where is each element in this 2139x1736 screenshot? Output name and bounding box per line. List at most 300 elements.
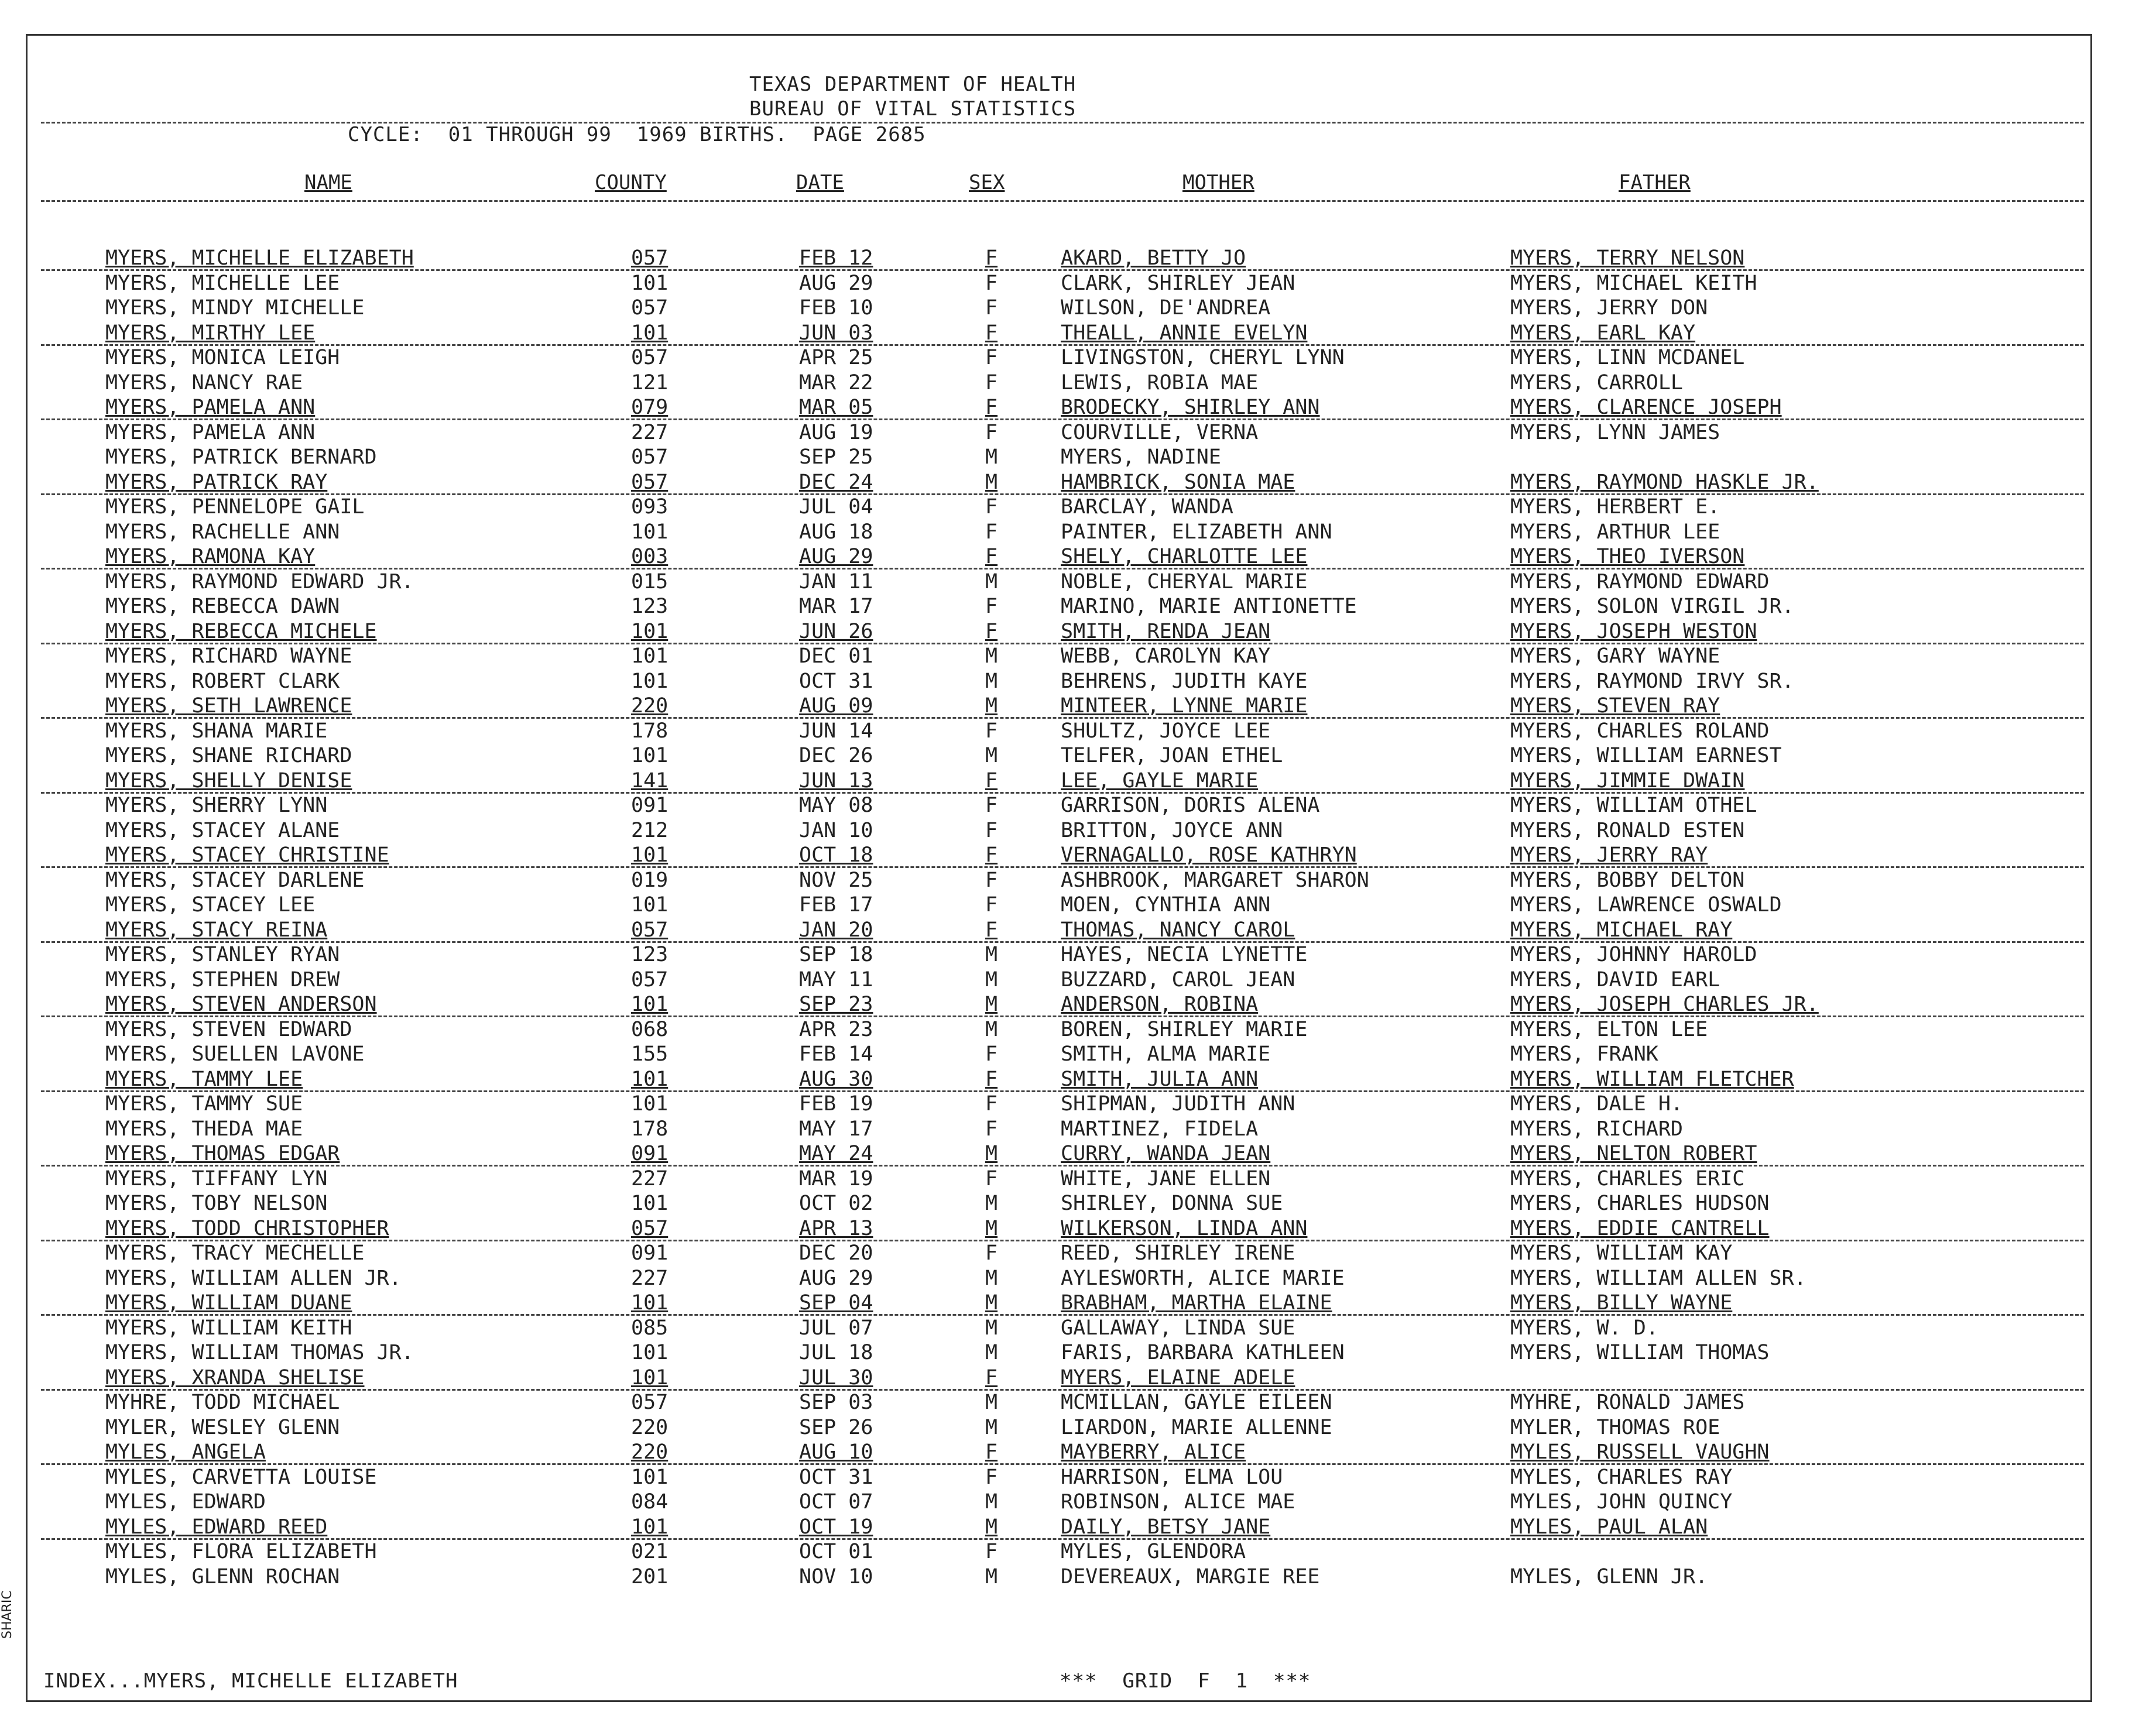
header-cycle: CYCLE: 01 THROUGH 99 1969 BIRTHS. PAGE 2685 bbox=[348, 123, 926, 146]
birth-date: APR 23 bbox=[799, 1017, 873, 1041]
table-row bbox=[0, 345, 2139, 370]
child-name: MYERS, RICHARD WAYNE bbox=[105, 644, 352, 668]
birth-date: DEC 26 bbox=[799, 744, 873, 767]
table-row bbox=[0, 544, 2139, 569]
mother-name: LEE, GAYLE MARIE bbox=[1061, 768, 1259, 792]
mother-name: BOREN, SHIRLEY MARIE bbox=[1061, 1017, 1308, 1041]
child-name: MYERS, SHANE RICHARD bbox=[105, 744, 352, 767]
table-row bbox=[0, 1042, 2139, 1066]
county-code: 101 bbox=[631, 893, 669, 917]
father-name: MYLES, GLENN JR. bbox=[1510, 1565, 1708, 1589]
mother-name: BRITTON, JOYCE ANN bbox=[1061, 818, 1283, 842]
table-row bbox=[0, 669, 2139, 694]
mother-name: WEBB, CAROLYN KAY bbox=[1061, 644, 1271, 668]
birth-date: OCT 18 bbox=[799, 843, 873, 867]
birth-date: OCT 19 bbox=[799, 1515, 873, 1539]
mother-name: LIVINGSTON, CHERYL LYNN bbox=[1061, 346, 1345, 369]
mother-name: DAILY, BETSY JANE bbox=[1061, 1515, 1271, 1539]
father-name: MYERS, WILLIAM KAY bbox=[1510, 1241, 1733, 1265]
father-name: MYERS, MICHAEL RAY bbox=[1510, 918, 1733, 942]
father-name: MYLES, JOHN QUINCY bbox=[1510, 1490, 1733, 1514]
table-row bbox=[0, 1216, 2139, 1241]
county-code: 101 bbox=[631, 520, 669, 544]
table-row bbox=[0, 395, 2139, 420]
birth-date: AUG 19 bbox=[799, 420, 873, 444]
father-name: MYERS, RONALD ESTEN bbox=[1510, 818, 1745, 842]
child-name: MYERS, STACEY CHRISTINE bbox=[105, 843, 389, 867]
father-name: MYERS, EARL KAY bbox=[1510, 321, 1696, 345]
mother-name: WILKERSON, LINDA ANN bbox=[1061, 1216, 1308, 1240]
father-name: MYERS, THEO IVERSON bbox=[1510, 545, 1745, 568]
table-row bbox=[0, 719, 2139, 743]
sex: M bbox=[985, 470, 998, 494]
mother-name: WHITE, JANE ELLEN bbox=[1061, 1167, 1271, 1191]
father-name: MYERS, LAWRENCE OSWALD bbox=[1510, 893, 1782, 917]
mother-name: ANDERSON, ROBINA bbox=[1061, 993, 1259, 1016]
sex: F bbox=[985, 246, 998, 270]
birth-date: APR 25 bbox=[799, 346, 873, 369]
mother-name: MINTEER, LYNNE MARIE bbox=[1061, 694, 1308, 718]
father-name: MYERS, MICHAEL KEITH bbox=[1510, 271, 1757, 295]
county-code: 057 bbox=[631, 346, 669, 369]
father-name: MYERS, W. D. bbox=[1510, 1316, 1658, 1340]
father-name: MYERS, CHARLES HUDSON bbox=[1510, 1192, 1770, 1215]
table-row bbox=[0, 918, 2139, 942]
county-code: 019 bbox=[631, 868, 669, 892]
child-name: MYLES, ANGELA bbox=[105, 1440, 266, 1464]
birth-date: AUG 10 bbox=[799, 1440, 873, 1464]
sex: F bbox=[985, 1092, 998, 1116]
col-date: DATE bbox=[796, 171, 844, 194]
child-name: MYERS, WILLIAM THOMAS JR. bbox=[105, 1341, 414, 1364]
child-name: MYERS, PENNELOPE GAIL bbox=[105, 495, 365, 519]
table-row bbox=[0, 470, 2139, 495]
child-name: MYERS, STEVEN ANDERSON bbox=[105, 993, 377, 1016]
child-name: MYERS, PATRICK BERNARD bbox=[105, 445, 377, 469]
birth-date: MAY 08 bbox=[799, 794, 873, 817]
county-code: 227 bbox=[631, 1167, 669, 1191]
table-row bbox=[0, 1291, 2139, 1315]
birth-date: SEP 03 bbox=[799, 1391, 873, 1414]
child-name: MYERS, SHANA MARIE bbox=[105, 719, 328, 743]
table-row bbox=[0, 1017, 2139, 1042]
father-name: MYERS, WILLIAM ALLEN SR. bbox=[1510, 1266, 1807, 1290]
birth-date: SEP 18 bbox=[799, 943, 873, 966]
mother-name: BRODECKY, SHIRLEY ANN bbox=[1061, 396, 1320, 419]
child-name: MYERS, TAMMY SUE bbox=[105, 1092, 303, 1116]
mother-name: LEWIS, ROBIA MAE bbox=[1061, 370, 1259, 394]
sex: M bbox=[985, 1291, 998, 1315]
father-name: MYERS, WILLIAM EARNEST bbox=[1510, 744, 1782, 767]
mother-name: WILSON, DE'ANDREA bbox=[1061, 296, 1271, 320]
sex: M bbox=[985, 1565, 998, 1589]
county-code: 155 bbox=[631, 1042, 669, 1066]
father-name: MYERS, EDDIE CANTRELL bbox=[1510, 1216, 1770, 1240]
table-row bbox=[0, 1167, 2139, 1191]
birth-date: SEP 23 bbox=[799, 993, 873, 1016]
birth-date: AUG 29 bbox=[799, 271, 873, 295]
sex: F bbox=[985, 843, 998, 867]
table-row bbox=[0, 868, 2139, 893]
birth-date: DEC 01 bbox=[799, 644, 873, 668]
father-name: MYERS, RAYMOND IRVY SR. bbox=[1510, 669, 1794, 693]
county-code: 101 bbox=[631, 1515, 669, 1539]
child-name: MYERS, THOMAS EDGAR bbox=[105, 1142, 340, 1165]
sex: F bbox=[985, 868, 998, 892]
birth-date: AUG 29 bbox=[799, 545, 873, 568]
table-row bbox=[0, 1266, 2139, 1291]
county-code: 057 bbox=[631, 296, 669, 320]
sex: M bbox=[985, 1192, 998, 1215]
father-name: MYERS, WILLIAM FLETCHER bbox=[1510, 1067, 1794, 1091]
child-name: MYERS, WILLIAM KEITH bbox=[105, 1316, 352, 1340]
county-code: 085 bbox=[631, 1316, 669, 1340]
table-row bbox=[0, 370, 2139, 395]
sex: F bbox=[985, 545, 998, 568]
sex: F bbox=[985, 719, 998, 743]
county-code: 101 bbox=[631, 1465, 669, 1489]
mother-name: SMITH, JULIA ANN bbox=[1061, 1067, 1259, 1091]
county-code: 101 bbox=[631, 619, 669, 643]
table-row bbox=[0, 1366, 2139, 1390]
sex: M bbox=[985, 1341, 998, 1364]
child-name: MYERS, MICHELLE ELIZABETH bbox=[105, 246, 414, 270]
birth-date: NOV 10 bbox=[799, 1565, 873, 1589]
father-name: MYERS, JOHNNY HAROLD bbox=[1510, 943, 1757, 966]
county-code: 003 bbox=[631, 545, 669, 568]
child-name: MYERS, STANLEY RYAN bbox=[105, 943, 340, 966]
mother-name: SHIPMAN, JUDITH ANN bbox=[1061, 1092, 1295, 1116]
child-name: MYERS, PAMELA ANN bbox=[105, 396, 316, 419]
mother-name: AKARD, BETTY JO bbox=[1061, 246, 1246, 270]
mother-name: REED, SHIRLEY IRENE bbox=[1061, 1241, 1295, 1265]
mother-name: MAYBERRY, ALICE bbox=[1061, 1440, 1246, 1464]
header-rule bbox=[41, 122, 2084, 123]
sex: M bbox=[985, 993, 998, 1016]
sex: M bbox=[985, 669, 998, 693]
sex: F bbox=[985, 520, 998, 544]
county-code: 101 bbox=[631, 321, 669, 345]
table-row bbox=[0, 296, 2139, 320]
county-code: 057 bbox=[631, 918, 669, 942]
county-code: 123 bbox=[631, 595, 669, 618]
sex: F bbox=[985, 495, 998, 519]
county-code: 101 bbox=[631, 669, 669, 693]
father-name: MYERS, WILLIAM THOMAS bbox=[1510, 1341, 1770, 1364]
child-name: MYERS, MINDY MICHELLE bbox=[105, 296, 365, 320]
sex: M bbox=[985, 569, 998, 593]
county-code: 101 bbox=[631, 1092, 669, 1116]
sex: M bbox=[985, 943, 998, 966]
col-father: FATHER bbox=[1619, 171, 1691, 194]
footer-grid: *** GRID F 1 *** bbox=[1060, 1669, 1311, 1693]
sex: M bbox=[985, 1316, 998, 1340]
child-name: MYLES, EDWARD REED bbox=[105, 1515, 328, 1539]
birth-date: JAN 11 bbox=[799, 569, 873, 593]
mother-name: TELFER, JOAN ETHEL bbox=[1061, 744, 1283, 767]
county-code: 057 bbox=[631, 445, 669, 469]
father-name: MYERS, LINN MCDANEL bbox=[1510, 346, 1745, 369]
sex: F bbox=[985, 1540, 998, 1563]
child-name: MYERS, TODD CHRISTOPHER bbox=[105, 1216, 389, 1240]
father-name: MYERS, WILLIAM OTHEL bbox=[1510, 794, 1757, 817]
mother-name: SMITH, ALMA MARIE bbox=[1061, 1042, 1271, 1066]
sex: F bbox=[985, 370, 998, 394]
table-row bbox=[0, 1141, 2139, 1166]
table-row bbox=[0, 246, 2139, 270]
county-code: 178 bbox=[631, 719, 669, 743]
mother-name: BUZZARD, CAROL JEAN bbox=[1061, 968, 1295, 991]
child-name: MYERS, REBECCA DAWN bbox=[105, 595, 340, 618]
sex: F bbox=[985, 1465, 998, 1489]
table-row bbox=[0, 1440, 2139, 1464]
table-row bbox=[0, 321, 2139, 345]
table-row bbox=[0, 644, 2139, 668]
mother-name: CURRY, WANDA JEAN bbox=[1061, 1142, 1271, 1165]
birth-date: JUN 13 bbox=[799, 768, 873, 792]
birth-date: MAY 17 bbox=[799, 1117, 873, 1141]
birth-date: SEP 25 bbox=[799, 445, 873, 469]
birth-date: JUL 30 bbox=[799, 1366, 873, 1390]
father-name: MYERS, CHARLES ROLAND bbox=[1510, 719, 1770, 743]
table-row bbox=[0, 793, 2139, 818]
child-name: MYERS, TAMMY LEE bbox=[105, 1067, 303, 1091]
county-code: 141 bbox=[631, 768, 669, 792]
table-row bbox=[0, 992, 2139, 1017]
table-row bbox=[0, 1390, 2139, 1415]
table-row bbox=[0, 420, 2139, 445]
sex: F bbox=[985, 619, 998, 643]
table-row bbox=[0, 1415, 2139, 1440]
county-code: 220 bbox=[631, 694, 669, 718]
col-mother: MOTHER bbox=[1182, 171, 1254, 194]
father-name: MYERS, JERRY RAY bbox=[1510, 843, 1708, 867]
father-name: MYERS, RAYMOND HASKLE JR. bbox=[1510, 470, 1819, 494]
mother-name: MYLES, GLENDORA bbox=[1061, 1540, 1246, 1563]
child-name: MYERS, STACEY DARLENE bbox=[105, 868, 365, 892]
mother-name: MYERS, NADINE bbox=[1061, 445, 1221, 469]
table-row bbox=[0, 1515, 2139, 1539]
sex: M bbox=[985, 1266, 998, 1290]
child-name: MYERS, STACEY LEE bbox=[105, 893, 316, 917]
child-name: MYLES, CARVETTA LOUISE bbox=[105, 1465, 377, 1489]
birth-date: OCT 01 bbox=[799, 1540, 873, 1563]
sex: F bbox=[985, 321, 998, 345]
father-name: MYLER, THOMAS ROE bbox=[1510, 1415, 1720, 1439]
mother-name: HAYES, NECIA LYNETTE bbox=[1061, 943, 1308, 966]
birth-date: AUG 30 bbox=[799, 1067, 873, 1091]
birth-date: SEP 04 bbox=[799, 1291, 873, 1315]
child-name: MYERS, RAMONA KAY bbox=[105, 545, 316, 568]
child-name: MYERS, XRANDA SHELISE bbox=[105, 1366, 365, 1390]
father-name: MYERS, ELTON LEE bbox=[1510, 1017, 1708, 1041]
county-code: 121 bbox=[631, 370, 669, 394]
county-code: 101 bbox=[631, 1291, 669, 1315]
mother-name: SHULTZ, JOYCE LEE bbox=[1061, 719, 1271, 743]
table-row bbox=[0, 1117, 2139, 1141]
mother-name: MARINO, MARIE ANTIONETTE bbox=[1061, 595, 1357, 618]
mother-name: GARRISON, DORIS ALENA bbox=[1061, 794, 1320, 817]
table-row bbox=[0, 1565, 2139, 1589]
father-name: MYERS, CARROLL bbox=[1510, 370, 1684, 394]
table-row bbox=[0, 1465, 2139, 1490]
table-row bbox=[0, 569, 2139, 594]
birth-date: JUN 26 bbox=[799, 619, 873, 643]
birth-date: JUN 14 bbox=[799, 719, 873, 743]
birth-date: JAN 20 bbox=[799, 918, 873, 942]
father-name: MYERS, JOSEPH WESTON bbox=[1510, 619, 1757, 643]
birth-date: OCT 31 bbox=[799, 1465, 873, 1489]
sex: F bbox=[985, 794, 998, 817]
child-name: MYERS, WILLIAM DUANE bbox=[105, 1291, 352, 1315]
birth-date: JUL 07 bbox=[799, 1316, 873, 1340]
header-title: TEXAS DEPARTMENT OF HEALTH bbox=[749, 73, 1077, 96]
mother-name: HAMBRICK, SONIA MAE bbox=[1061, 470, 1295, 494]
county-code: 101 bbox=[631, 644, 669, 668]
mother-name: CLARK, SHIRLEY JEAN bbox=[1061, 271, 1295, 295]
table-row bbox=[0, 594, 2139, 619]
birth-date: AUG 29 bbox=[799, 1266, 873, 1290]
child-name: MYERS, TRACY MECHELLE bbox=[105, 1241, 365, 1265]
county-code: 123 bbox=[631, 943, 669, 966]
father-name: MYLES, PAUL ALAN bbox=[1510, 1515, 1708, 1539]
mother-name: THOMAS, NANCY CAROL bbox=[1061, 918, 1295, 942]
birth-date: FEB 10 bbox=[799, 296, 873, 320]
sex: M bbox=[985, 1415, 998, 1439]
county-code: 015 bbox=[631, 569, 669, 593]
birth-date: MAY 24 bbox=[799, 1142, 873, 1165]
county-code: 101 bbox=[631, 271, 669, 295]
sex: F bbox=[985, 893, 998, 917]
sex: F bbox=[985, 420, 998, 444]
mother-name: VERNAGALLO, ROSE KATHRYN bbox=[1061, 843, 1357, 867]
child-name: MYERS, TIFFANY LYN bbox=[105, 1167, 328, 1191]
birth-date: DEC 20 bbox=[799, 1241, 873, 1265]
county-code: 057 bbox=[631, 1216, 669, 1240]
father-name: MYERS, BOBBY DELTON bbox=[1510, 868, 1745, 892]
mother-name: BRABHAM, MARTHA ELAINE bbox=[1061, 1291, 1332, 1315]
col-sex: SEX bbox=[969, 171, 1005, 194]
table-row bbox=[0, 520, 2139, 544]
child-name: MYERS, SHELLY DENISE bbox=[105, 768, 352, 792]
mother-name: MARTINEZ, FIDELA bbox=[1061, 1117, 1259, 1141]
child-name: MYHRE, TODD MICHAEL bbox=[105, 1391, 340, 1414]
sex: M bbox=[985, 644, 998, 668]
father-name: MYERS, SOLON VIRGIL JR. bbox=[1510, 595, 1794, 618]
mother-name: GALLAWAY, LINDA SUE bbox=[1061, 1316, 1295, 1340]
sex: F bbox=[985, 1117, 998, 1141]
county-code: 101 bbox=[631, 1192, 669, 1215]
father-name: MYERS, ARTHUR LEE bbox=[1510, 520, 1720, 544]
mother-name: DEVEREAUX, MARGIE REE bbox=[1061, 1565, 1320, 1589]
sex: F bbox=[985, 1366, 998, 1390]
table-row bbox=[0, 1067, 2139, 1092]
sex: F bbox=[985, 918, 998, 942]
county-code: 227 bbox=[631, 1266, 669, 1290]
birth-date: JUL 04 bbox=[799, 495, 873, 519]
mother-name: SHIRLEY, DONNA SUE bbox=[1061, 1192, 1283, 1215]
sex: F bbox=[985, 1167, 998, 1191]
mother-name: ASHBROOK, MARGARET SHARON bbox=[1061, 868, 1369, 892]
col-county: COUNTY bbox=[595, 171, 667, 194]
father-name: MYERS, STEVEN RAY bbox=[1510, 694, 1720, 718]
county-code: 220 bbox=[631, 1415, 669, 1439]
child-name: MYERS, PAMELA ANN bbox=[105, 420, 316, 444]
mother-name: SMITH, RENDA JEAN bbox=[1061, 619, 1271, 643]
mother-name: HARRISON, ELMA LOU bbox=[1061, 1465, 1283, 1489]
table-row bbox=[0, 743, 2139, 768]
sex: F bbox=[985, 1067, 998, 1091]
county-code: 101 bbox=[631, 744, 669, 767]
child-name: MYERS, MONICA LEIGH bbox=[105, 346, 340, 369]
footer-index: INDEX...MYERS, MICHELLE ELIZABETH bbox=[43, 1669, 458, 1693]
father-name: MYLES, RUSSELL VAUGHN bbox=[1510, 1440, 1770, 1464]
table-row bbox=[0, 694, 2139, 718]
side-label: SHARIC bbox=[0, 1590, 15, 1639]
birth-date: FEB 19 bbox=[799, 1092, 873, 1116]
sex: F bbox=[985, 768, 998, 792]
father-name: MYERS, BILLY WAYNE bbox=[1510, 1291, 1733, 1315]
table-row bbox=[0, 1539, 2139, 1564]
child-name: MYERS, THEDA MAE bbox=[105, 1117, 303, 1141]
father-name: MYERS, HERBERT E. bbox=[1510, 495, 1720, 519]
mother-name: ROBINSON, ALICE MAE bbox=[1061, 1490, 1295, 1514]
birth-date: DEC 24 bbox=[799, 470, 873, 494]
sex: M bbox=[985, 1142, 998, 1165]
mother-name: MOEN, CYNTHIA ANN bbox=[1061, 893, 1271, 917]
child-name: MYERS, TOBY NELSON bbox=[105, 1192, 328, 1215]
child-name: MYLES, FLORA ELIZABETH bbox=[105, 1540, 377, 1563]
county-code: 227 bbox=[631, 420, 669, 444]
sex: M bbox=[985, 1490, 998, 1514]
birth-date: MAR 17 bbox=[799, 595, 873, 618]
birth-date: OCT 02 bbox=[799, 1192, 873, 1215]
sex: M bbox=[985, 1391, 998, 1414]
birth-date: MAR 05 bbox=[799, 396, 873, 419]
birth-date: APR 13 bbox=[799, 1216, 873, 1240]
birth-date: MAY 11 bbox=[799, 968, 873, 991]
birth-date: JUN 03 bbox=[799, 321, 873, 345]
table-row bbox=[0, 1092, 2139, 1116]
father-name: MYERS, JERRY DON bbox=[1510, 296, 1708, 320]
child-name: MYERS, STEVEN EDWARD bbox=[105, 1017, 352, 1041]
mother-name: MCMILLAN, GAYLE EILEEN bbox=[1061, 1391, 1332, 1414]
child-name: MYERS, NANCY RAE bbox=[105, 370, 303, 394]
father-name: MYLES, CHARLES RAY bbox=[1510, 1465, 1733, 1489]
father-name: MYERS, RAYMOND EDWARD bbox=[1510, 569, 1770, 593]
column-header-rule bbox=[41, 200, 2084, 202]
table-row bbox=[0, 768, 2139, 793]
birth-date: FEB 12 bbox=[799, 246, 873, 270]
mother-name: THEALL, ANNIE EVELYN bbox=[1061, 321, 1308, 345]
mother-name: BEHRENS, JUDITH KAYE bbox=[1061, 669, 1308, 693]
table-row bbox=[0, 445, 2139, 469]
child-name: MYERS, SHERRY LYNN bbox=[105, 794, 328, 817]
mother-name: BARCLAY, WANDA bbox=[1061, 495, 1234, 519]
county-code: 057 bbox=[631, 1391, 669, 1414]
child-name: MYERS, STACY REINA bbox=[105, 918, 328, 942]
col-name: NAME bbox=[304, 171, 352, 194]
mother-name: COURVILLE, VERNA bbox=[1061, 420, 1259, 444]
child-name: MYERS, RAYMOND EDWARD JR. bbox=[105, 569, 414, 593]
table-row bbox=[0, 1490, 2139, 1514]
mother-name: NOBLE, CHERYAL MARIE bbox=[1061, 569, 1308, 593]
child-name: MYLES, GLENN ROCHAN bbox=[105, 1565, 340, 1589]
father-name: MYERS, NELTON ROBERT bbox=[1510, 1142, 1757, 1165]
table-row bbox=[0, 1316, 2139, 1340]
sex: F bbox=[985, 296, 998, 320]
county-code: 068 bbox=[631, 1017, 669, 1041]
